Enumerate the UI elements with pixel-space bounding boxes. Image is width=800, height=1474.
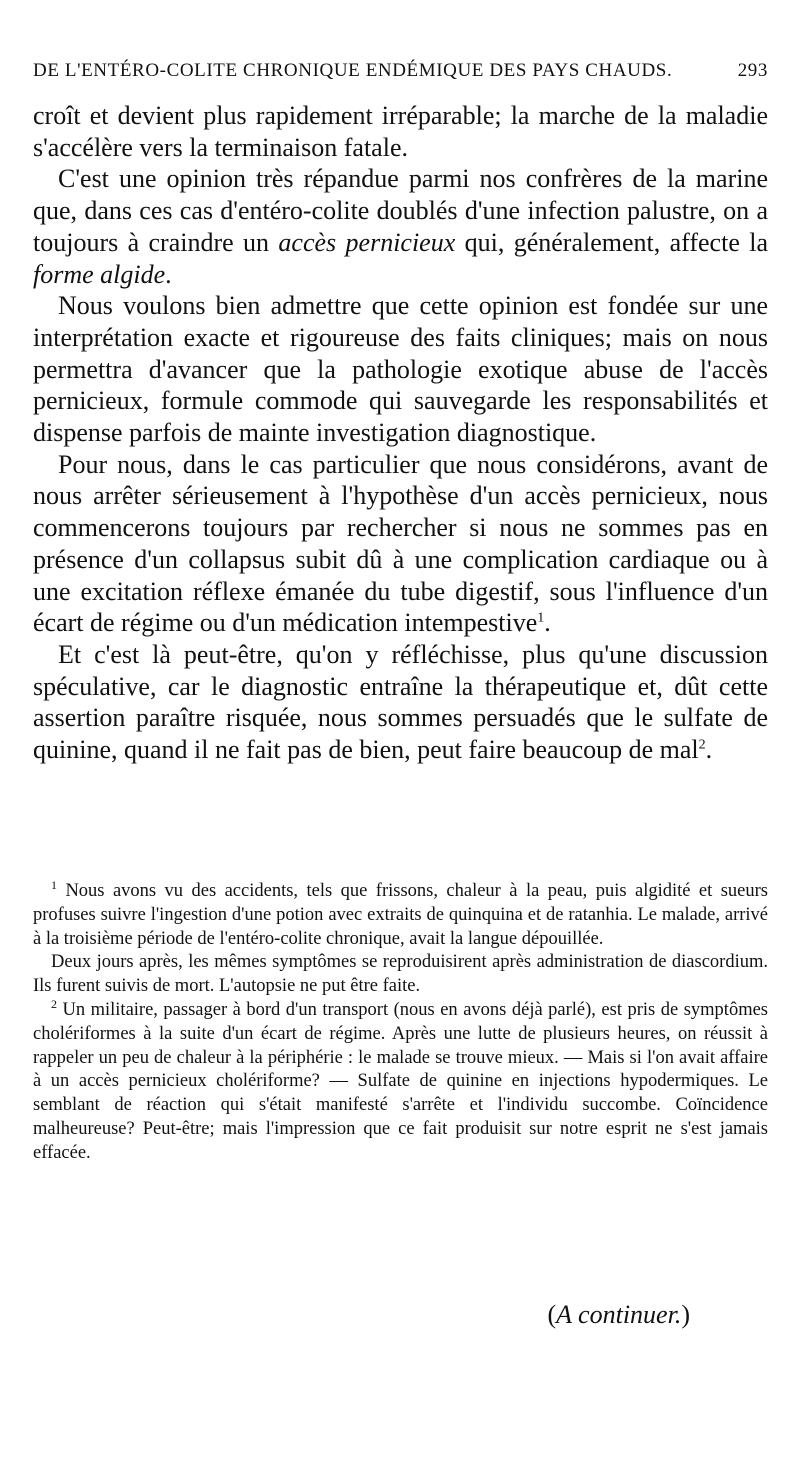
main-text [33,100,768,766]
paragraph-5: Et c'est là peut-être, qu'on y réfléchisse, plus qu'une discussion spéculative, car le diagnostic entraîne la thérapeutique et, dût cette assertion paraître risquée, nous sommes persuadés que le sulfate de quinine, quand il ne fait pas de bien, peut faire beaucoup de mal$^2$. [33,639,768,765]
emphasis-acces-pernicieux: accès pernicieux [278,227,456,257]
footnote-1-mark: 1 [51,877,57,892]
footnote-2-mark: 2 [51,996,57,1011]
footnote-ref-1: 1 [537,610,545,626]
footnote-2: $^2$ Un militaire, passager à bord d'un transport (nous en avons déjà parlé), est pris de symptômes cholériformes à la suite d'un écart de régime. Après une lutte de plusieurs heures, on réussit à rappeler un peu de chaleur à la périphérie : le malade se trouve mieux. — Mais si l'on avait affaire à un accès pernicieux cholériforme? — Sulfate de quinine en injections hypodermiques. Le semblant de réaction qui s'était manifesté s'arrête et l'individu succombe. Coïncidence malheureuse? Peut-être; mais l'impression que ce fait produisit sur notre esprit ne s'est jamais effacée. [33,996,768,1163]
paragraph-4: Pour nous, dans le cas particulier que nous considérons, avant de nous arrêter sérieusement à l'hypothèse d'un accès pernicieux, nous commencerons toujours par rechercher si nous ne sommes pas en présence d'un collapsus subit dû à une complication cardiaque ou à une excitation réflexe émanée du tube digestif, sous l'influence d'un écart de régime ou d'un médication intempestive$^1$. [33,449,768,638]
footnote-1: $^1$ Nous avons vu des accidents, tels que frissons, chaleur à la peau, puis algidité et sueurs profuses suivre l'ingestion d'une potion avec extraits de quinquina et de ratanhia. Le malade, arrivé à la troisième période de l'entéro-colite chronique, avait la langue dépouillée. [33,877,768,949]
footnote-ref-2: 2 [698,737,706,753]
running-title: DE L'ENTÉRO-COLITE CHRONIQUE ENDÉMIQUE DES PAYS CHAUDS. [33,60,673,81]
footnote-1-continuation: Deux jours après, les mêmes symptômes se reproduisirent après administration de diascordium. Ils furent suivis de mort. L'autopsie ne put être faite. [33,952,768,997]
to-be-continued: (A continuer.) [547,1300,690,1329]
emphasis-forme-algide: forme algide [33,259,166,289]
paragraph-1: croît et devient plus rapidement irréparable; la marche de la maladie s'accélère vers la terminaison fatale. [33,101,768,162]
page-number: 293 [737,60,768,81]
footnotes [33,877,768,1166]
paragraph-2: C'est une opinion très répandue parmi nos confrères de la marine que, dans ces cas d'entéro-colite doublés d'une infection palustre, on a toujours à craindre un accès pernicieux qui, généralement, affecte la forme algide. [33,164,768,289]
paragraph-3: Nous voulons bien admettre que cette opinion est fondée sur une interprétation exacte et rigoureuse des faits cliniques; mais on nous permettra d'avancer que la pathologie exotique abuse de l'accès pernicieux, formule commode qui sauvegarde les responsabilités et dispense parfois de mainte investigation diagnostique. [33,291,768,448]
